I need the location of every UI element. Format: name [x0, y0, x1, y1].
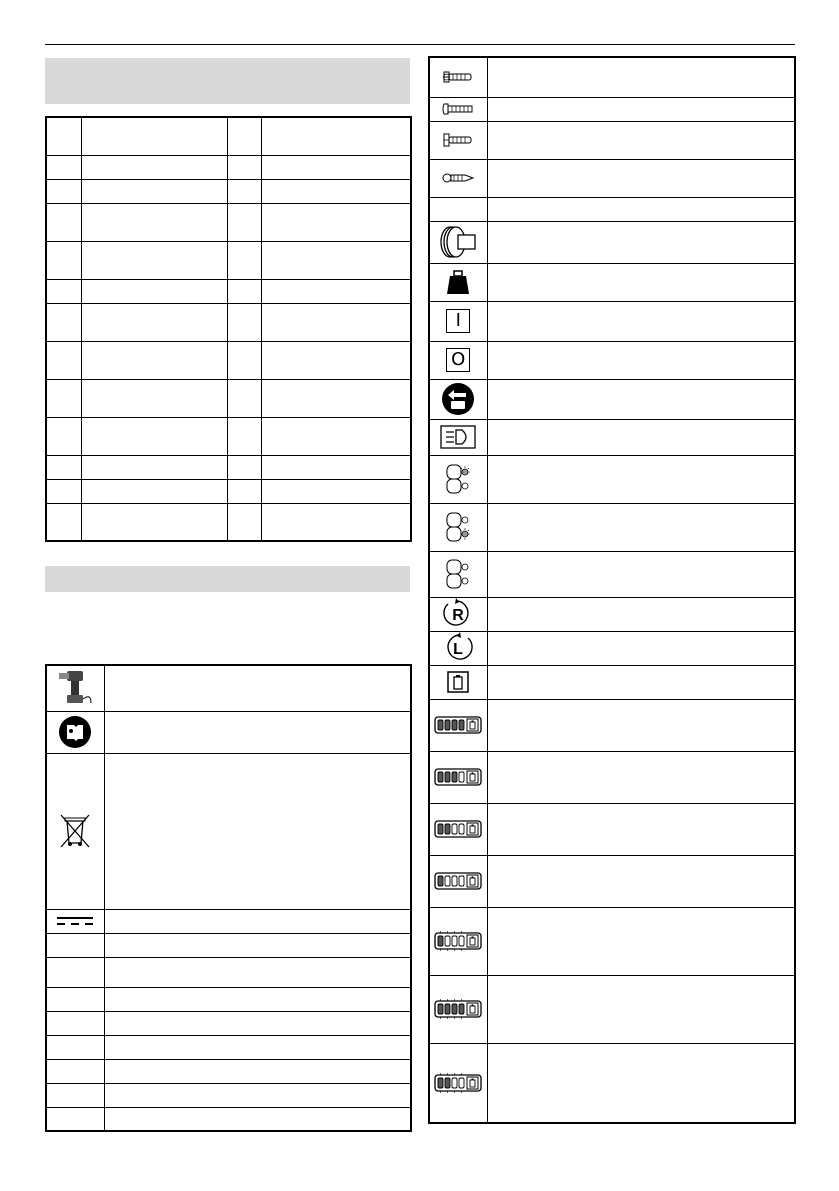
impact-driver-icon: [46, 665, 104, 711]
symbol-row: [429, 907, 795, 975]
table-cell: [46, 117, 81, 155]
table-row: [46, 179, 411, 203]
direction-switch-icon: [429, 379, 487, 419]
symbol-row: [46, 1011, 411, 1035]
table-row: [46, 503, 411, 541]
led-light-icon-graphic: [430, 425, 487, 449]
table-cell: [227, 279, 261, 303]
symbol-row: [429, 159, 795, 197]
table-cell: [81, 417, 227, 455]
symbol-row: [429, 419, 795, 455]
symbol-row: [46, 1107, 411, 1131]
symbol-row: [46, 933, 411, 957]
symbol-description: [487, 597, 795, 631]
table-cell: [81, 303, 227, 341]
symbol-description: [487, 975, 795, 1043]
symbol-row: [429, 699, 795, 751]
symbol-description: [487, 57, 795, 97]
symbol-description: [104, 1011, 411, 1035]
table-cell: [81, 341, 227, 379]
symbol-description: [104, 987, 411, 1011]
top-rule: [45, 44, 795, 45]
table-cell: [46, 341, 81, 379]
symbol-row: [429, 221, 795, 263]
battery-level-1-icon: [429, 855, 487, 907]
table-cell: [227, 303, 261, 341]
symbol-description: [104, 1083, 411, 1107]
table-cell: [227, 417, 261, 455]
table-row: [46, 417, 411, 455]
blank: [46, 987, 104, 1011]
table-cell: [81, 455, 227, 479]
mode-top-led-icon: [429, 455, 487, 503]
table-cell: [46, 241, 81, 279]
battery-icon-graphic: [430, 670, 487, 694]
symbol-row: [429, 301, 795, 341]
table-row: [46, 379, 411, 417]
symbol-description: [487, 341, 795, 379]
symbol-description: [487, 197, 795, 221]
symbol-row: [429, 121, 795, 159]
symbol-description: [487, 665, 795, 699]
table-cell: [227, 117, 261, 155]
table-cell: [46, 179, 81, 203]
symbol-row: [46, 1035, 411, 1059]
symbol-row: [46, 665, 411, 711]
symbol-description: [487, 379, 795, 419]
svg-text:L: L: [453, 641, 464, 658]
table-cell: [227, 341, 261, 379]
blank: [46, 957, 104, 987]
symbol-description: [104, 753, 411, 909]
battery-all-blink-icon-graphic: [430, 999, 487, 1019]
bolt-diameter-icon-graphic: [430, 225, 487, 259]
battery-level-1-icon-graphic: [430, 871, 487, 891]
battery-level-3-icon: [429, 751, 487, 803]
parts-table: [45, 116, 412, 542]
tapping-screw-icon: [429, 159, 487, 197]
battery-level-2-icon-graphic: [430, 819, 487, 839]
table-cell: [261, 117, 411, 155]
symbol-description: [487, 631, 795, 665]
table-cell: [81, 179, 227, 203]
forward-rotation-icon: [429, 597, 487, 631]
weight-icon-graphic: [430, 268, 487, 296]
symbol-row: [429, 665, 795, 699]
table-cell: [261, 279, 411, 303]
forward-rotation-icon-graphic: [430, 598, 487, 630]
table-cell: [81, 241, 227, 279]
crossed-bin-icon: [46, 753, 104, 909]
battery-level-3-icon-graphic: [430, 767, 487, 787]
battery-overheat-blink-icon: [429, 1043, 487, 1123]
symbol-description: [487, 551, 795, 597]
table-cell: [261, 303, 411, 341]
on-switch-icon: [429, 301, 487, 341]
table-cell: [81, 279, 227, 303]
blank: [46, 1107, 104, 1131]
battery-level-1-blink-icon: [429, 907, 487, 975]
bolt-icon-graphic: [430, 70, 487, 84]
table-cell: [261, 203, 411, 241]
battery-level-4-icon-graphic: [430, 715, 487, 735]
symbol-description: [104, 933, 411, 957]
symbol-description: [104, 1107, 411, 1131]
symbol-row: [46, 909, 411, 933]
table-cell: [81, 155, 227, 179]
mode-off-icon-graphic: [430, 556, 487, 592]
led-light-icon: [429, 419, 487, 455]
symbol-row: [429, 263, 795, 301]
mode-bottom-led-icon-graphic: [430, 509, 487, 545]
table-cell: [46, 479, 81, 503]
table-cell: [227, 155, 261, 179]
symbol-row: [429, 855, 795, 907]
symbol-description: [104, 1059, 411, 1083]
symbol-row: [429, 97, 795, 121]
blank: [46, 1059, 104, 1083]
machine-screw-icon: [429, 97, 487, 121]
symbol-row: [429, 551, 795, 597]
symbol-row: [429, 503, 795, 551]
symbol-row: [46, 1059, 411, 1083]
table-cell: [227, 179, 261, 203]
tapping-screw-icon-graphic: [430, 171, 487, 185]
symbol-row: [46, 987, 411, 1011]
table-cell: [261, 341, 411, 379]
table-cell: [46, 417, 81, 455]
symbol-description: [487, 301, 795, 341]
table-row: [46, 341, 411, 379]
symbol-description: [487, 855, 795, 907]
symbol-row: [429, 631, 795, 665]
table-cell: [261, 379, 411, 417]
table-cell: [261, 155, 411, 179]
symbol-row: [46, 753, 411, 909]
mode-bottom-led-icon: [429, 503, 487, 551]
blank: [46, 1035, 104, 1059]
table-row: [46, 279, 411, 303]
symbol-description: [104, 909, 411, 933]
svg-text:R: R: [452, 607, 465, 624]
table-cell: [46, 155, 81, 179]
symbol-description: [104, 711, 411, 753]
blank: [429, 197, 487, 221]
battery-all-blink-icon: [429, 975, 487, 1043]
battery-level-1-blink-icon-graphic: [430, 931, 487, 951]
weight-icon: [429, 263, 487, 301]
table-cell: [81, 503, 227, 541]
table-cell: [261, 479, 411, 503]
symbol-row: [429, 197, 795, 221]
high-tension-bolt-icon-graphic: [430, 133, 487, 147]
table-row: [46, 303, 411, 341]
table-cell: [227, 503, 261, 541]
symbol-row: [429, 803, 795, 855]
table-cell: [261, 503, 411, 541]
intro-text: [45, 602, 410, 652]
table-row: [46, 155, 411, 179]
symbol-description: [104, 957, 411, 987]
symbol-row: [429, 597, 795, 631]
symbol-description: [487, 221, 795, 263]
direction-switch-icon-graphic: [430, 381, 487, 417]
machine-screw-icon-graphic: [430, 102, 487, 116]
off-switch-icon-glyph: O: [446, 348, 470, 372]
crossed-bin-icon-graphic: [47, 811, 104, 851]
table-cell: [46, 303, 81, 341]
symbol-row: [429, 975, 795, 1043]
symbol-description: [487, 751, 795, 803]
table-cell: [81, 479, 227, 503]
symbol-description: [487, 803, 795, 855]
table-cell: [261, 455, 411, 479]
blank: [46, 1011, 104, 1035]
symbol-row: [46, 1083, 411, 1107]
table-cell: [46, 203, 81, 241]
reverse-rotation-icon: [429, 631, 487, 665]
read-manual-icon: [46, 711, 104, 753]
table-cell: [227, 455, 261, 479]
on-switch-icon-glyph: I: [446, 309, 470, 333]
battery-overheat-blink-icon-graphic: [430, 1073, 487, 1093]
battery-level-4-icon: [429, 699, 487, 751]
symbol-description: [487, 699, 795, 751]
section-band-symbols: [45, 566, 410, 592]
table-cell: [46, 455, 81, 479]
table-cell: [227, 479, 261, 503]
mode-top-led-icon-graphic: [430, 461, 487, 497]
symbols-table-left: [45, 664, 412, 1132]
table-cell: [261, 179, 411, 203]
table-row: [46, 117, 411, 155]
table-cell: [261, 241, 411, 279]
table-cell: [46, 379, 81, 417]
direct-current-icon-graphic: [47, 915, 104, 927]
high-tension-bolt-icon: [429, 121, 487, 159]
blank: [46, 933, 104, 957]
bolt-diameter-icon: [429, 221, 487, 263]
table-cell: [46, 503, 81, 541]
table-cell: [261, 417, 411, 455]
symbol-row: [429, 57, 795, 97]
symbol-row: [46, 711, 411, 753]
symbol-description: [487, 97, 795, 121]
symbol-description: [487, 503, 795, 551]
section-band-specifications: [45, 58, 410, 104]
table-cell: [81, 203, 227, 241]
symbol-row: [429, 341, 795, 379]
table-row: [46, 455, 411, 479]
symbols-table-right: [428, 56, 796, 1124]
symbol-row: [429, 1043, 795, 1123]
symbol-description: [487, 159, 795, 197]
direct-current-icon: [46, 909, 104, 933]
symbol-description: [487, 263, 795, 301]
table-row: [46, 203, 411, 241]
table-cell: [227, 379, 261, 417]
battery-icon: [429, 665, 487, 699]
symbol-description: [487, 121, 795, 159]
symbol-description: [487, 1043, 795, 1123]
bolt-icon: [429, 57, 487, 97]
symbol-row: [429, 379, 795, 419]
symbol-description: [104, 1035, 411, 1059]
table-cell: [227, 241, 261, 279]
table-cell: [81, 117, 227, 155]
read-manual-icon-graphic: [47, 715, 104, 749]
off-switch-icon: [429, 341, 487, 379]
symbol-description: [487, 907, 795, 975]
table-row: [46, 241, 411, 279]
symbol-row: [429, 751, 795, 803]
reverse-rotation-icon-graphic: [430, 632, 487, 664]
table-cell: [227, 203, 261, 241]
mode-off-icon: [429, 551, 487, 597]
table-row: [46, 479, 411, 503]
symbol-description: [487, 419, 795, 455]
table-cell: [46, 279, 81, 303]
blank: [46, 1083, 104, 1107]
symbol-description: [104, 665, 411, 711]
battery-level-2-icon: [429, 803, 487, 855]
symbol-row: [429, 455, 795, 503]
impact-driver-icon-graphic: [47, 669, 104, 707]
symbol-description: [487, 455, 795, 503]
symbol-row: [46, 957, 411, 987]
table-cell: [81, 379, 227, 417]
